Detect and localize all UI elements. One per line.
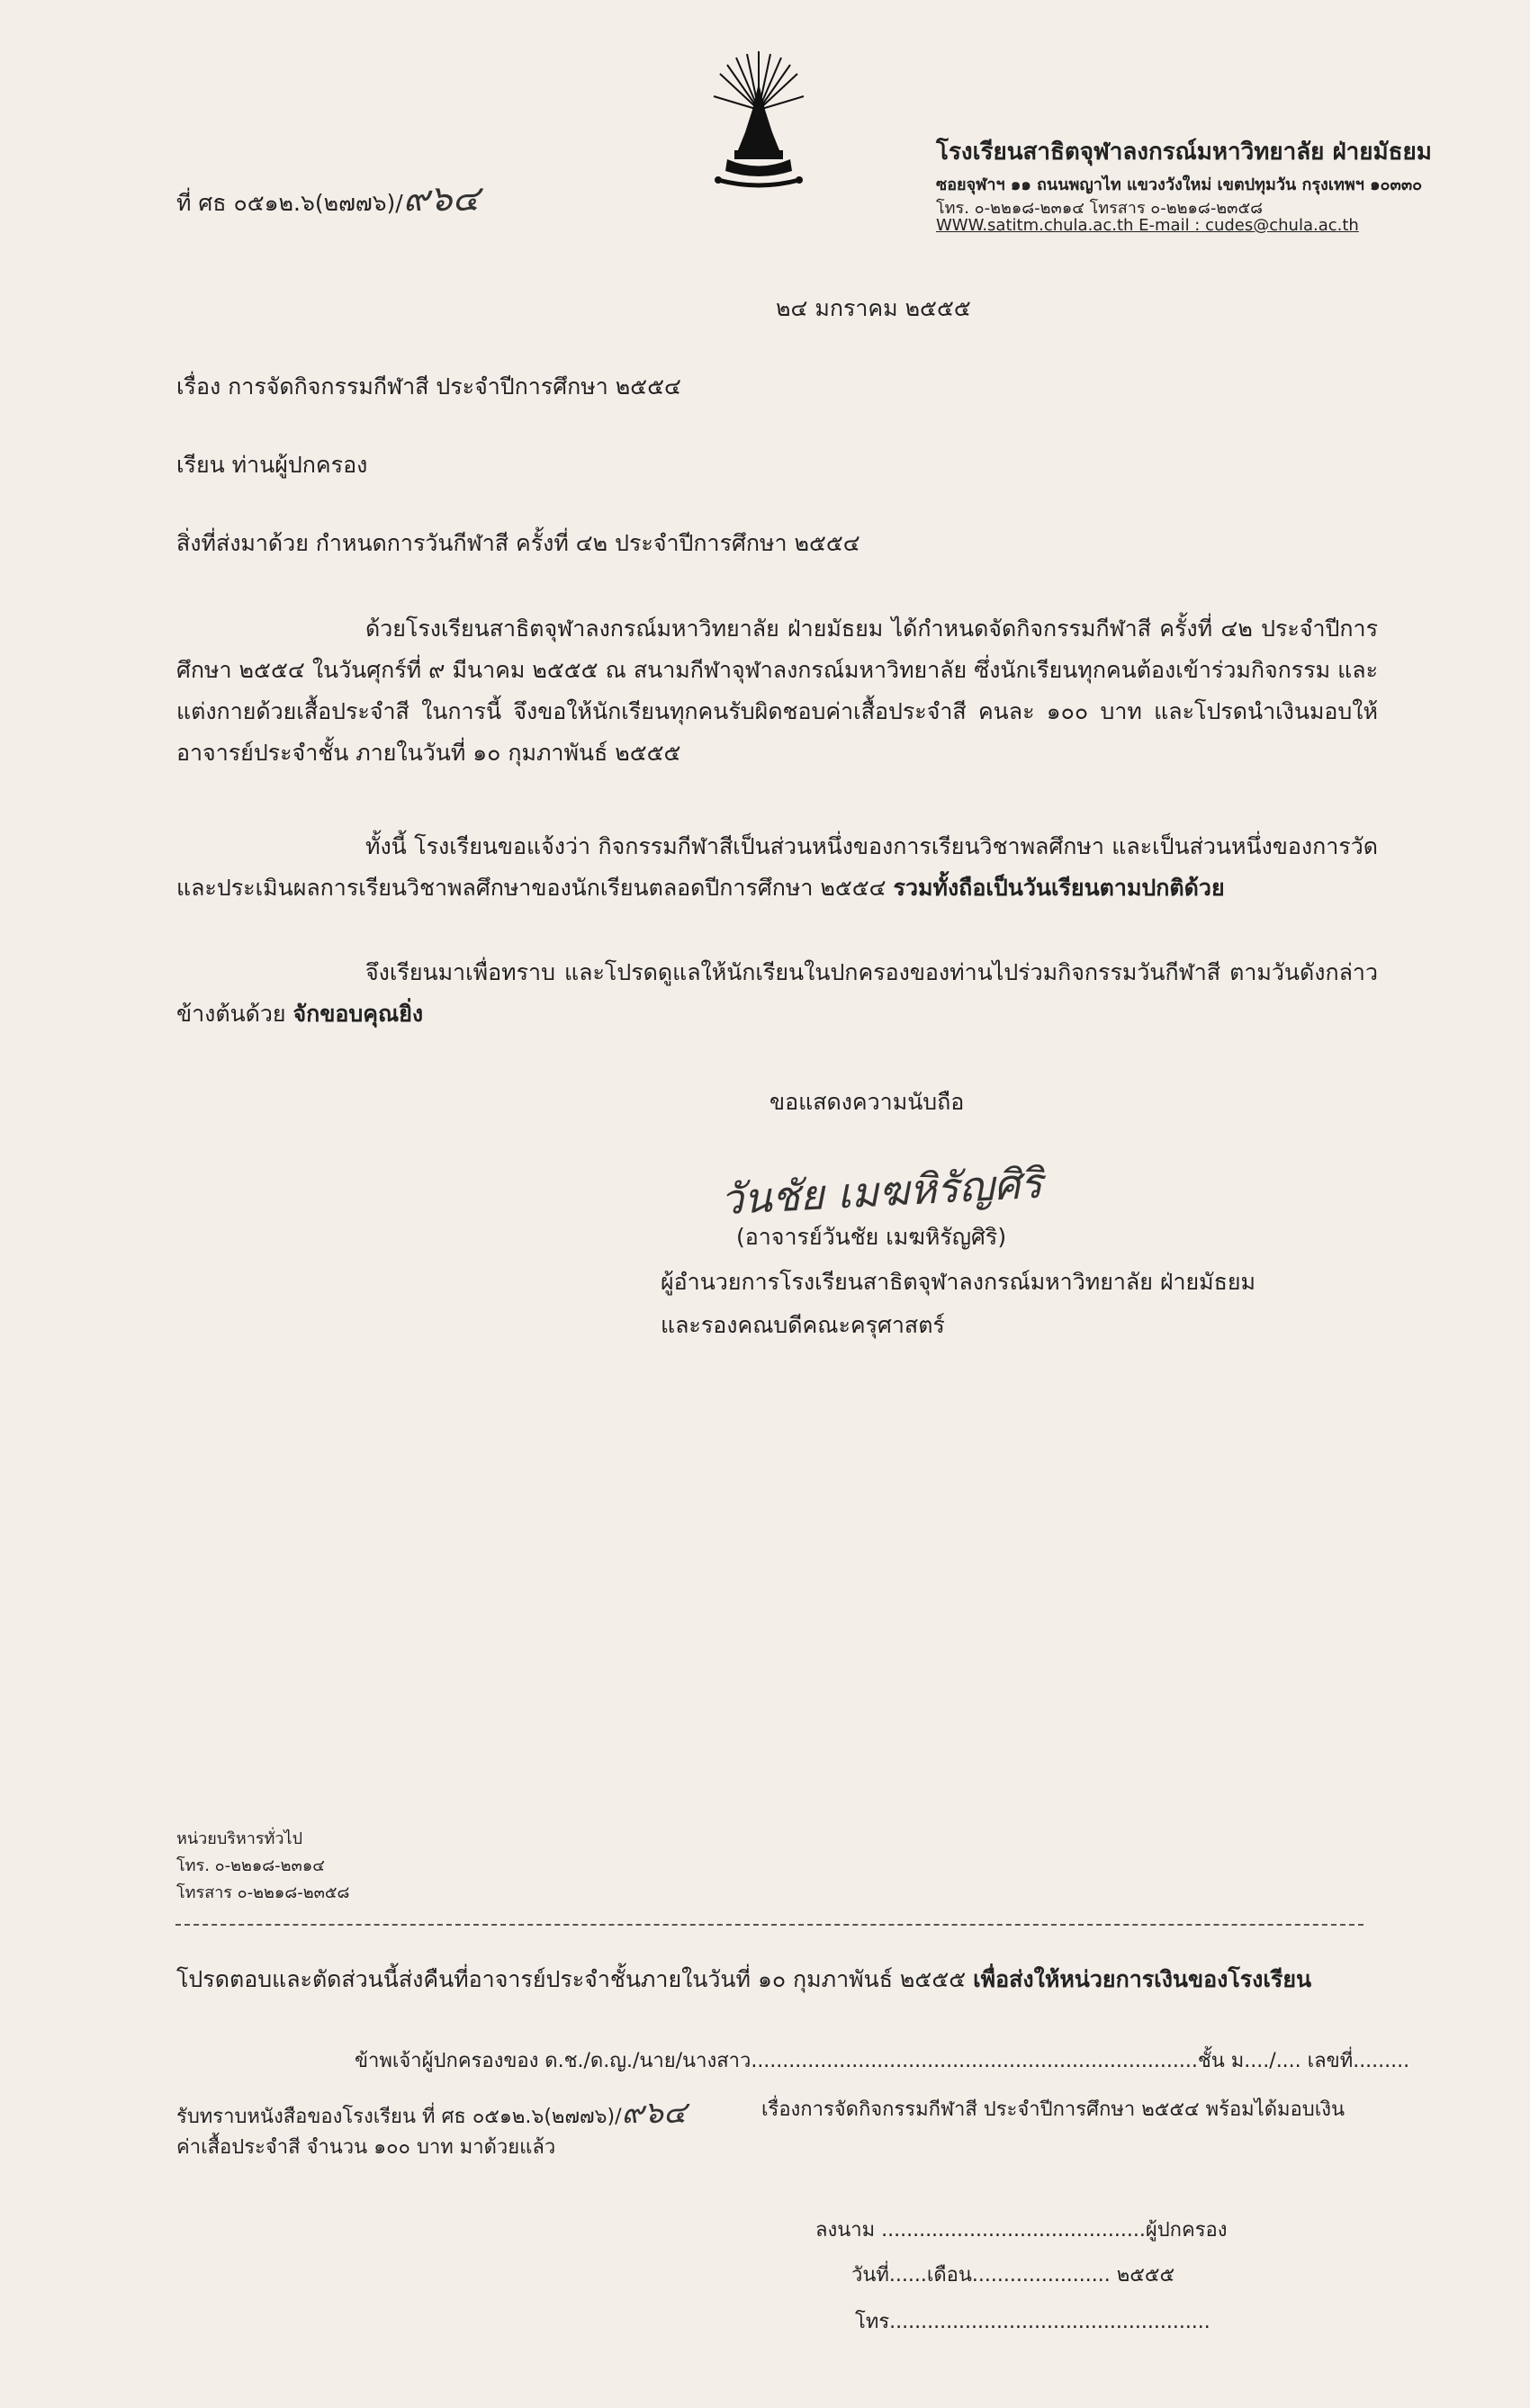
letter-recipient: เรียน ท่านผู้ปกครอง [176,452,368,478]
reply-instruction: โปรดตอบและตัดส่วนนี้ส่งคืนที่อาจารย์ประจำชั้นภายในวันที่ ๑๐ กุมภาพันธ์ ๒๕๕๕ เพื่อส่งให้หน่วยการเงินของโรงเรียน [176,1966,1312,1992]
cut-line [176,1924,1364,1926]
school-web-email: WWW.satitm.chula.ac.th E-mail : cudes@chula.ac.th [936,216,1359,235]
school-address: ซอยจุฬาฯ ๑๑ ถนนพญาไท แขวงวังใหม่ เขตปทุมวัน กรุงเทพฯ ๑๐๓๓๐ [936,175,1423,194]
reply-phone-line: โทร................................................... [855,2311,1210,2333]
footer-unit: หน่วยบริหารทั่วไป [176,1829,303,1848]
letter-date: ๒๔ มกราคม ๒๕๕๕ [776,295,971,321]
letter-paragraph-1: ด้วยโรงเรียนสาธิตจุฬาลงกรณ์มหาวิทยาลัย ฝ่ายมัธยม ได้กำหนดจัดกิจกรรมกีฬาสี ครั้งที่ ๔๒ ประจำปีการศึกษา ๒๕๕๔ ในวันศุกร์ที่ ๙ มีนาคม ๒๕๕๕ ณ สนามกีฬาจุฬาลงกรณ์มหาวิทยาลัย ซึ่งนักเรียนทุกคนต้องเข้าร่วมกิจกรรม และแต่งกายด้วยเสื้อประจำสี ในการนี้ จึงขอให้นักเรียนทุกคนรับผิดชอบค่าเสื้อประจำสี คนละ ๑๐๐ บาท และโปรดนำเงินมอบให้อาจารย์ประจำชั้น ภายในวันที่ ๑๐ กุมภาพันธ์ ๒๕๕๕ [176,615,1378,766]
signer-title-2: และรองคณบดีคณะครุศาสตร์ [661,1312,945,1338]
handwritten-ref-reply: ๙๖๔ [621,2095,687,2131]
reference-number: ที่ ศธ ๐๕๑๒.๖(๒๗๗๖)/๙๖๔ [176,178,480,220]
footer-fax: โทรสาร ๐-๒๒๑๘-๒๓๕๘ [176,1883,350,1902]
reply-date-line: วันที่......เดือน...................... ๒๕๕๕ [851,2264,1175,2287]
school-emblem-icon [709,47,808,200]
handwritten-ref: ๙๖๔ [402,178,480,220]
letter-enclosure: สิ่งที่ส่งมาด้วย กำหนดการวันกีฬาสี ครั้งที่ ๔๒ ประจำปีการศึกษา ๒๕๕๔ [176,530,860,556]
signer-title: ผู้อำนวยการโรงเรียนสาธิตจุฬาลงกรณ์มหาวิทยาลัย ฝ่ายมัธยม [661,1269,1256,1295]
reply-subject-line: เรื่องการจัดกิจกรรมกีฬาสี ประจำปีการศึกษา ๒๕๕๔ พร้อมได้มอบเงิน [761,2098,1346,2121]
letter-closing: ขอแสดงความนับถือ [770,1089,965,1115]
school-name: โรงเรียนสาธิตจุฬาลงกรณ์มหาวิทยาลัย ฝ่ายมัธยม [936,139,1432,166]
reply-signature-line: ลงนาม ..........................................ผู้ปกครอง [815,2219,1228,2242]
signer-name: (อาจารย์วันชัย เมฆหิรัญศิริ) [736,1224,1007,1250]
letter-paragraph-3: จึงเรียนมาเพื่อทราบ และโปรดดูแลให้นักเรียนในปกครองของท่านไปร่วมกิจกรรมวันกีฬาสี ตามวันดังกล่าวข้างต้นด้วย จักขอบคุณยิ่ง [176,959,1378,1027]
letter-paragraph-2: ทั้งนี้ โรงเรียนขอแจ้งว่า กิจกรรมกีฬาสีเป็นส่วนหนึ่งของการเรียนวิชาพลศึกษา และเป็นส่วนหนึ่งของการวัดและประเมินผลการเรียนวิชาพลศึกษาของนักเรียนตลอดปีการศึกษา ๒๕๕๔ รวมทั้งถือเป็นวันเรียนตามปกติด้วย [176,833,1378,901]
school-phone-fax: โทร. ๐-๒๒๑๘-๒๓๑๔ โทรสาร ๐-๒๒๑๘-๒๓๕๘ [936,199,1263,218]
signature: วันชัย เมฆหิรัญศิริ [718,1158,1044,1225]
reply-acknowledge-line: รับทราบหนังสือของโรงเรียน ที่ ศธ ๐๕๑๒.๖(๒๗๗๖)/๙๖๔ [176,2095,687,2131]
reply-parent-line: ข้าพเจ้าผู้ปกครองของ ด.ช./ด.ญ./นาย/นางสาว.......................................................................ชั้น ม..../.... เลขที่......... [355,2050,1410,2072]
reply-payment-line: ค่าเสื้อประจำสี จำนวน ๑๐๐ บาท มาด้วยแล้ว [176,2136,556,2159]
letter-subject: เรื่อง การจัดกิจกรรมกีฬาสี ประจำปีการศึกษา ๒๕๕๔ [176,373,681,400]
footer-phone: โทร. ๐-๒๒๑๘-๒๓๑๔ [176,1856,325,1875]
